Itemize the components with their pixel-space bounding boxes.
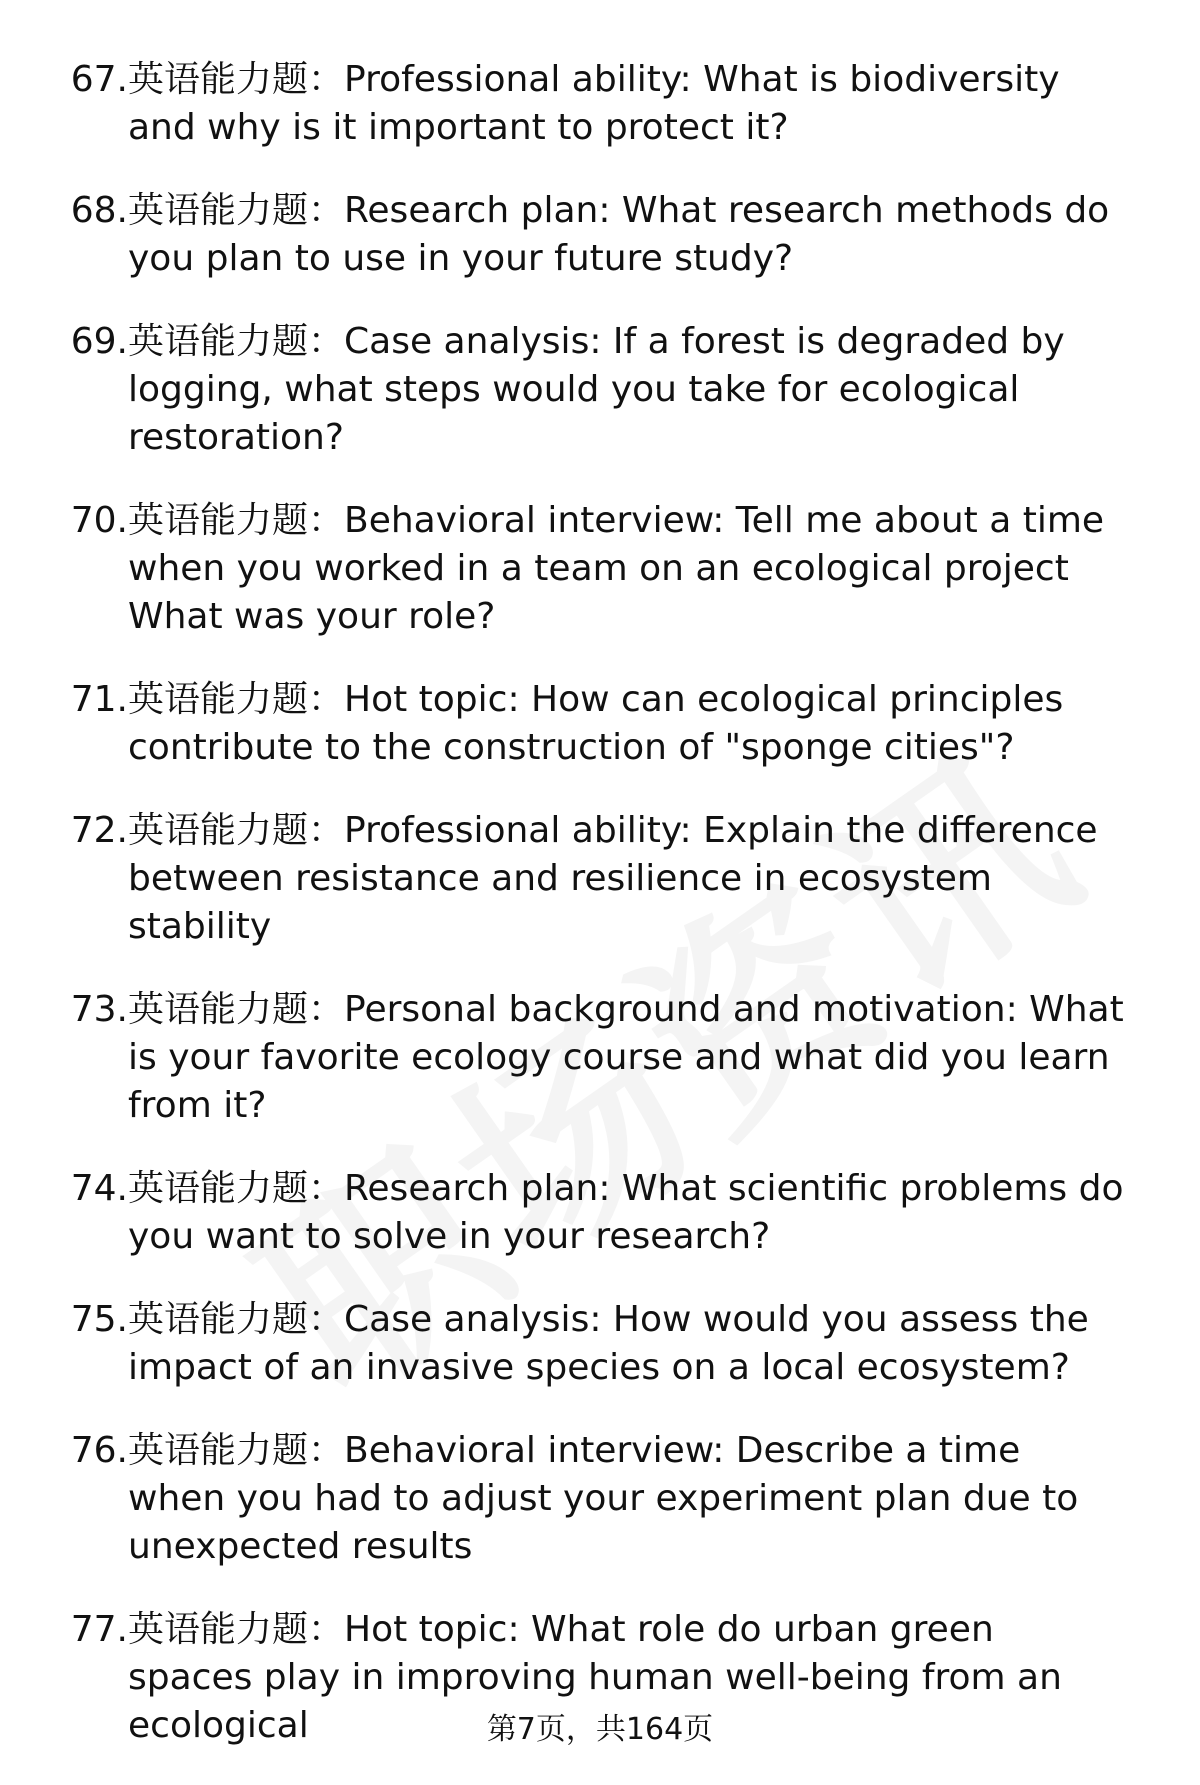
list-item xyxy=(0,1165,1200,1261)
question-prefix: 英语能力题： xyxy=(128,679,345,720)
question-text: Research plan: What scientific problems do you want to solve in your research? xyxy=(128,1168,1124,1257)
question-prefix: 英语能力题： xyxy=(128,1299,345,1340)
question-prefix: 英语能力题： xyxy=(128,500,345,541)
question-text-block xyxy=(128,497,1148,641)
list-item xyxy=(0,1296,1200,1392)
question-prefix: 英语能力题： xyxy=(128,810,345,851)
list-item xyxy=(0,807,1200,951)
question-text-block xyxy=(128,807,1148,951)
question-text: Behavioral interview: Describe a time when you had to adjust your experiment plan due to unexpected results xyxy=(128,1430,1079,1567)
question-text-block xyxy=(128,986,1148,1130)
list-item xyxy=(0,1427,1200,1571)
question-text-block xyxy=(128,187,1148,283)
question-text: Case analysis: How would you assess the impact of an invasive species on a local ecosystem? xyxy=(128,1299,1089,1388)
question-number: 73. xyxy=(70,989,128,1030)
question-prefix: 英语能力题： xyxy=(128,1609,345,1650)
question-text-block xyxy=(128,1296,1148,1392)
question-text: Personal background and motivation: What is your favorite ecology course and what did you learn from it? xyxy=(128,989,1124,1126)
question-prefix: 英语能力题： xyxy=(128,190,345,231)
question-number: 69. xyxy=(70,321,128,362)
question-number: 76. xyxy=(70,1430,128,1471)
question-text-block xyxy=(128,676,1148,772)
question-list xyxy=(0,56,1200,1785)
question-prefix: 英语能力题： xyxy=(128,321,345,362)
question-prefix: 英语能力题： xyxy=(128,989,345,1030)
list-item xyxy=(0,986,1200,1130)
question-text-block xyxy=(128,56,1148,152)
question-number: 77. xyxy=(70,1609,128,1650)
question-prefix: 英语能力题： xyxy=(128,1168,345,1209)
list-item xyxy=(0,676,1200,772)
question-number: 74. xyxy=(70,1168,128,1209)
question-text-block xyxy=(128,318,1148,462)
question-text-block xyxy=(128,1165,1148,1261)
question-number: 72. xyxy=(70,810,128,851)
question-text: Professional ability: Explain the difference between resistance and resilience in ecosystem stability xyxy=(128,810,1098,947)
list-item xyxy=(0,187,1200,283)
question-text: Behavioral interview: Tell me about a time when you worked in a team on an ecological project What was your role? xyxy=(128,500,1105,637)
question-number: 68. xyxy=(70,190,128,231)
question-text: Case analysis: If a forest is degraded by logging, what steps would you take for ecological restoration? xyxy=(128,321,1065,458)
page-footer: 第7页，共164页 xyxy=(486,1712,714,1747)
question-prefix: 英语能力题： xyxy=(128,59,345,100)
question-number: 70. xyxy=(70,500,128,541)
question-text: Professional ability: What is biodiversity and why is it important to protect it? xyxy=(128,59,1060,148)
question-number: 71. xyxy=(70,679,128,720)
question-text-block xyxy=(128,1427,1148,1571)
question-number: 75. xyxy=(70,1299,128,1340)
list-item xyxy=(0,56,1200,152)
question-text: Hot topic: What role do urban green spaces play in improving human well-being from an ecological xyxy=(128,1609,1062,1746)
question-number: 67. xyxy=(70,59,128,100)
question-text: Hot topic: How can ecological principles contribute to the construction of "sponge cities"? xyxy=(128,679,1064,768)
question-text: Research plan: What research methods do you plan to use in your future study? xyxy=(128,190,1110,279)
question-prefix: 英语能力题： xyxy=(128,1430,345,1471)
list-item xyxy=(0,318,1200,462)
list-item xyxy=(0,497,1200,641)
